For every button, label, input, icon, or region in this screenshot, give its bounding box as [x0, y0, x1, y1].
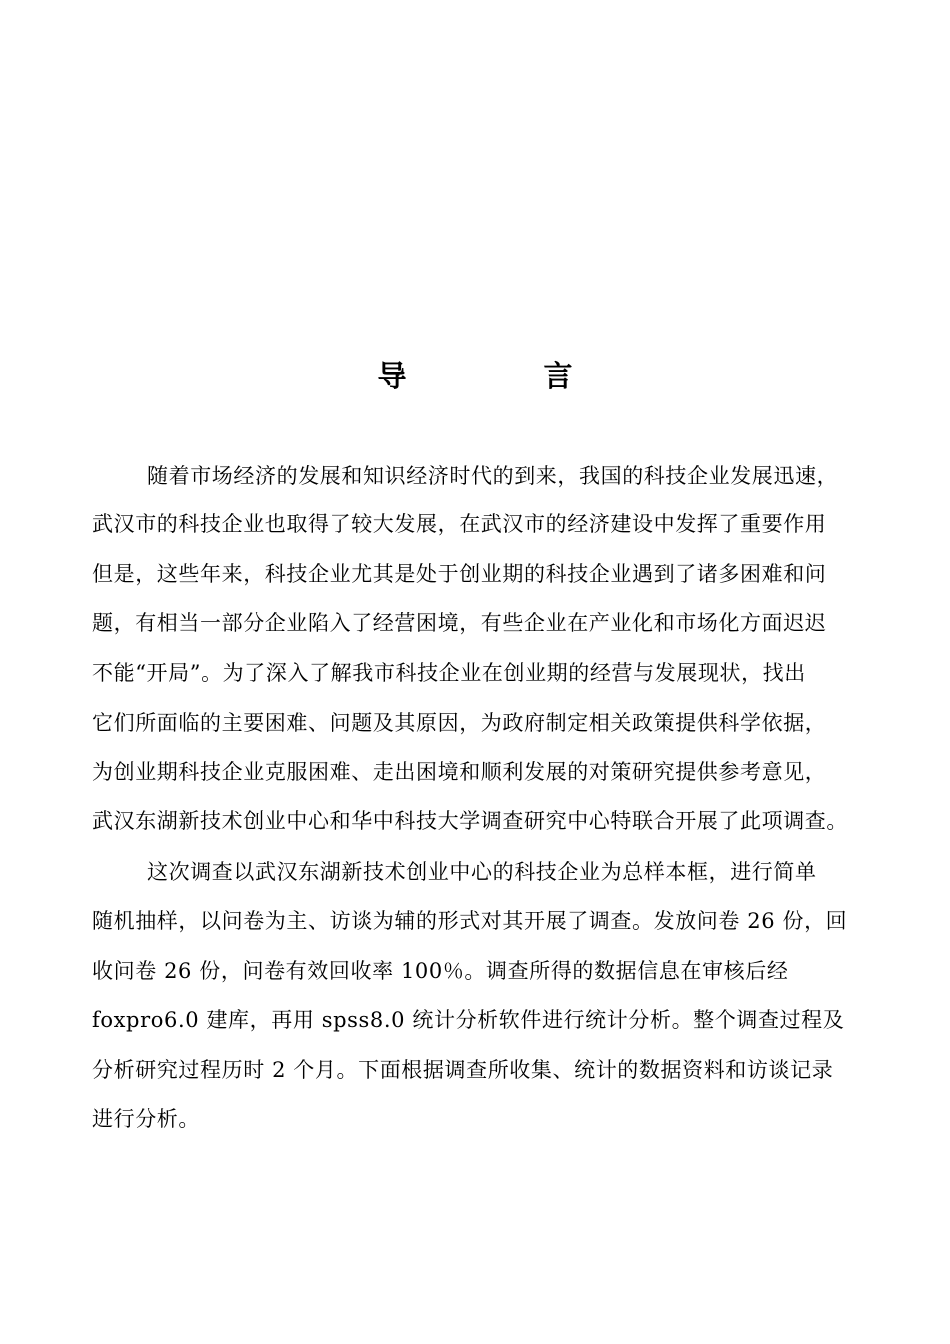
paragraph-line: 它们所面临的主要困难、问题及其原因，为政府制定相关政策提供科学依据，: [92, 711, 827, 735]
paragraph-line: 随机抽样，以问卷为主、访谈为辅的形式对其开展了调查。发放问卷 26 份，回: [92, 909, 848, 933]
paragraph-line: 为创业期科技企业克服困难、走出困境和顺利发展的对策研究提供参考意见，: [92, 760, 827, 784]
paragraph-line: 题，有相当一部分企业陷入了经营困境，有些企业在产业化和市场化方面迟迟: [92, 611, 827, 635]
paragraph-line: 进行分析。: [92, 1107, 200, 1131]
paragraph-line: 分析研究过程历时 2 个月。下面根据调查所收集、统计的数据资料和访谈记录: [92, 1058, 834, 1082]
paragraph-line: 武汉市的科技企业也取得了较大发展，在武汉市的经济建设中发挥了重要作用: [92, 512, 827, 536]
paragraph-line: 随着市场经济的发展和知识经济时代的到来，我国的科技企业发展迅速，: [147, 464, 839, 488]
paragraph-line: 不能“开局”。为了深入了解我市科技企业在创业期的经营与发展现状，找出: [92, 661, 806, 685]
paragraph-line: 这次调查以武汉东湖新技术创业中心的科技企业为总样本框，进行简单: [147, 860, 817, 884]
paragraph-line: foxpro6.0 建库，再用 spss8.0 统计分析软件进行统计分析。整个调查过程及: [92, 1008, 845, 1032]
paragraph-line: 收问卷 26 份，问卷有效回收率 100％。调查所得的数据信息在审核后经: [92, 959, 789, 983]
paragraph-line: 但是，这些年来，科技企业尤其是处于创业期的科技企业遇到了诸多困难和问: [92, 562, 827, 586]
paragraph-line: 武汉东湖新技术创业中心和华中科技大学调查研究中心特联合开展了此项调查。: [92, 809, 848, 833]
page-title: 导 言: [377, 359, 627, 393]
